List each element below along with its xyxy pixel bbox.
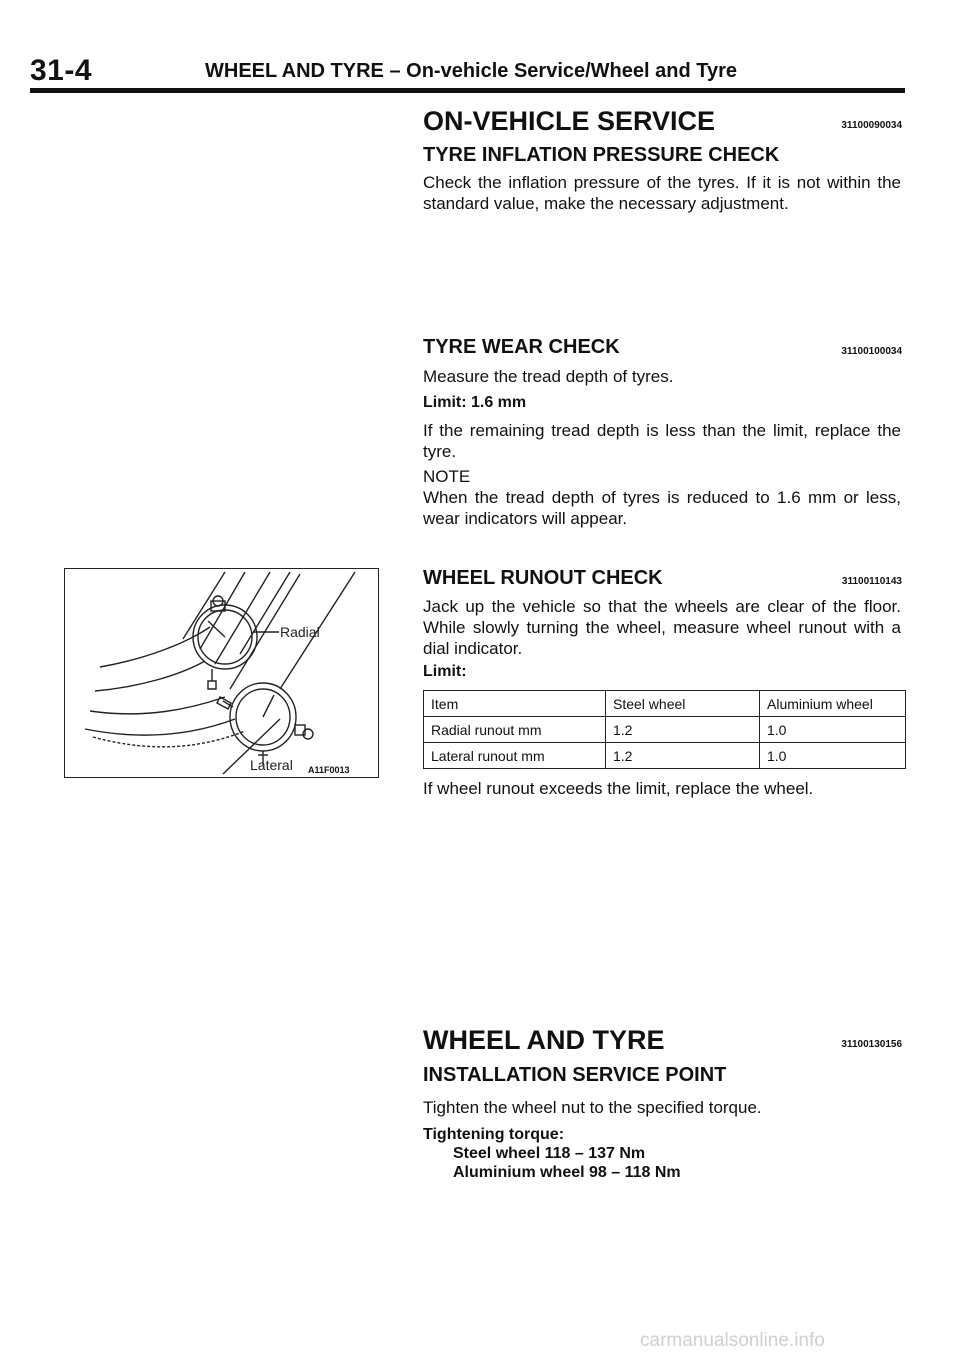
table-header-cell: Aluminium wheel: [760, 691, 906, 717]
table-cell: 1.2: [606, 743, 760, 769]
section-heading-on-vehicle-service: ON-VEHICLE SERVICE: [423, 106, 716, 136]
table-cell: Lateral runout mm: [424, 743, 606, 769]
table-row: [424, 717, 906, 743]
figure-code: A11F0013: [308, 765, 350, 775]
wear-limit: Limit: 1.6 mm: [423, 394, 527, 411]
torque-aluminium: Aluminium wheel 98 – 118 Nm: [453, 1164, 681, 1181]
inflation-text: Check the inflation pressure of the tyres. If it is not within the standard value, make the necessary adjustment.: [423, 173, 901, 213]
table-cell: 1.0: [760, 743, 906, 769]
table-header-cell: Steel wheel: [606, 691, 760, 717]
torque-label: Tightening torque:: [423, 1126, 565, 1143]
table-cell: 1.2: [606, 717, 760, 743]
installation-subheading: INSTALLATION SERVICE POINT: [423, 1064, 727, 1086]
runout-limit-label: Limit:: [423, 663, 467, 680]
table-header-row: [424, 691, 906, 717]
table-row: [424, 743, 906, 769]
page-number: 31-4: [30, 54, 93, 87]
section-heading-wheel-and-tyre: WHEEL AND TYRE: [423, 1025, 665, 1055]
table-cell: Radial runout mm: [424, 717, 606, 743]
wear-code: 31100100034: [841, 346, 902, 357]
dial-indicator-illustration: [65, 569, 380, 779]
wear-text: Measure the tread depth of tyres.: [423, 367, 674, 386]
note-label: NOTE: [423, 467, 471, 486]
wheel-and-tyre-code: 31100130156: [841, 1039, 902, 1050]
installation-text: Tighten the wheel nut to the specified torque.: [423, 1098, 762, 1117]
runout-limit-table: [423, 690, 906, 769]
figure-label-radial: Radial: [280, 624, 320, 640]
figure-label-lateral: Lateral: [250, 757, 293, 773]
inflation-heading: TYRE INFLATION PRESSURE CHECK: [423, 144, 780, 166]
wear-heading: TYRE WEAR CHECK: [423, 336, 620, 358]
dial-indicator-figure: [64, 568, 379, 778]
runout-text: Jack up the vehicle so that the wheels are clear of the floor. While slowly turning the wheel, measure wheel runout with a dial indicator.: [423, 597, 901, 658]
wear-replace-text: If the remaining tread depth is less than the limit, replace the tyre.: [423, 421, 901, 461]
watermark: carmanualsonline.info: [640, 1330, 825, 1351]
runout-code: 31100110143: [841, 576, 902, 587]
section-code: 31100090034: [841, 120, 902, 131]
table-header-cell: Item: [424, 691, 606, 717]
note-text: When the tread depth of tyres is reduced to 1.6 mm or less, wear indicators will appear.: [423, 488, 901, 528]
torque-steel: Steel wheel 118 – 137 Nm: [453, 1145, 646, 1162]
header-rule: [30, 88, 905, 93]
runout-after-text: If wheel runout exceeds the limit, replace the wheel.: [423, 779, 814, 798]
page-header-title: WHEEL AND TYRE – On-vehicle Service/Wheel and Tyre: [205, 60, 738, 82]
runout-heading: WHEEL RUNOUT CHECK: [423, 567, 663, 589]
table-cell: 1.0: [760, 717, 906, 743]
